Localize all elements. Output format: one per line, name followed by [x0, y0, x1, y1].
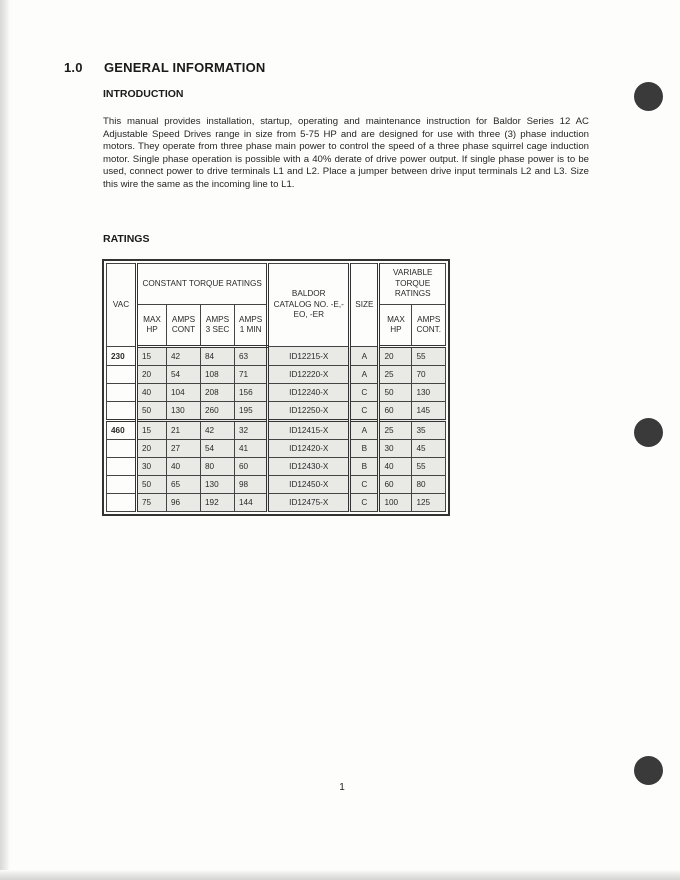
- sec3-cell: 54: [201, 440, 235, 458]
- section-title: [64, 60, 265, 75]
- page-number: 1: [339, 782, 345, 793]
- cont-cell: 54: [167, 366, 201, 384]
- header-ct-amps-1min: AMPS 1 MIN: [235, 305, 268, 347]
- size-cell: B: [350, 440, 379, 458]
- vac-cell: [107, 384, 137, 402]
- header-variable-torque: VARIABLE TORQUE RATINGS: [379, 264, 446, 305]
- vac-cell: [107, 402, 137, 421]
- hp-cell: 20: [137, 440, 167, 458]
- catalog-cell: ID12420-X: [268, 440, 350, 458]
- cont-cell: 96: [167, 494, 201, 512]
- hp-cell: 15: [137, 347, 167, 366]
- section-title-text: GENERAL INFORMATION: [104, 60, 266, 75]
- min1-cell: 60: [235, 458, 268, 476]
- vcont-cell: 35: [412, 421, 446, 440]
- binder-hole-top: [634, 82, 663, 111]
- size-cell: C: [350, 384, 379, 402]
- sec3-cell: 84: [201, 347, 235, 366]
- table-row: [107, 440, 446, 458]
- cont-cell: 104: [167, 384, 201, 402]
- vhp-cell: 40: [379, 458, 412, 476]
- header-ct-max-hp: MAX HP: [137, 305, 167, 347]
- sec3-cell: 80: [201, 458, 235, 476]
- scan-left-edge: [0, 0, 10, 880]
- section-number: 1.0: [64, 60, 83, 75]
- size-cell: C: [350, 494, 379, 512]
- size-cell: B: [350, 458, 379, 476]
- vac-cell: [107, 494, 137, 512]
- header-ct-amps-3sec: AMPS 3 SEC: [201, 305, 235, 347]
- hp-cell: 40: [137, 384, 167, 402]
- table-row: [107, 402, 446, 421]
- header-size: SIZE: [350, 264, 379, 347]
- header-vac: VAC: [107, 264, 137, 347]
- vac-cell: [107, 366, 137, 384]
- min1-cell: 32: [235, 421, 268, 440]
- catalog-cell: ID12250-X: [268, 402, 350, 421]
- cont-cell: 65: [167, 476, 201, 494]
- header-ct-amps-cont: AMPS CONT: [167, 305, 201, 347]
- vhp-cell: 30: [379, 440, 412, 458]
- catalog-cell: ID12475-X: [268, 494, 350, 512]
- min1-cell: 144: [235, 494, 268, 512]
- vac-cell: 460: [107, 421, 137, 440]
- size-cell: C: [350, 476, 379, 494]
- ratings-table-frame: [102, 259, 450, 516]
- header-constant-torque: CONSTANT TORQUE RATINGS: [137, 264, 268, 305]
- hp-cell: 50: [137, 402, 167, 421]
- header-vt-max-hp: MAX HP: [379, 305, 412, 347]
- vhp-cell: 60: [379, 476, 412, 494]
- catalog-cell: ID12415-X: [268, 421, 350, 440]
- catalog-cell: ID12430-X: [268, 458, 350, 476]
- table-row: [107, 421, 446, 440]
- table-row: [107, 458, 446, 476]
- min1-cell: 71: [235, 366, 268, 384]
- vac-cell: [107, 458, 137, 476]
- hp-cell: 50: [137, 476, 167, 494]
- cont-cell: 27: [167, 440, 201, 458]
- table-row: [107, 384, 446, 402]
- sec3-cell: 208: [201, 384, 235, 402]
- catalog-cell: ID12220-X: [268, 366, 350, 384]
- cont-cell: 40: [167, 458, 201, 476]
- hp-cell: 75: [137, 494, 167, 512]
- vcont-cell: 130: [412, 384, 446, 402]
- header-vt-amps-cont: AMPS CONT.: [412, 305, 446, 347]
- min1-cell: 98: [235, 476, 268, 494]
- hp-cell: 30: [137, 458, 167, 476]
- vcont-cell: 70: [412, 366, 446, 384]
- cont-cell: 21: [167, 421, 201, 440]
- header-catalog: BALDOR CATALOG NO. -E,-EO, -ER: [268, 264, 350, 347]
- introduction-heading: INTRODUCTION: [103, 88, 184, 100]
- vcont-cell: 80: [412, 476, 446, 494]
- introduction-paragraph: This manual provides installation, startup, operating and maintenance instruction for Baldor Series 12 AC Adjustable Speed Drives range in size from 5-75 HP and are designed for use with three (3) phase induction motors. They operate from three phase main power to control the speed of a three phase squirrel cage induction motor. Single phase operation is possible with a 40% derate of drive power output. If single phase power is to be used, connect power to drive terminals L1 and L2. Place a jumper between drive input terminals L2 and L3. Size this wire the same as the incoming line to L1.: [103, 116, 589, 190]
- min1-cell: 156: [235, 384, 268, 402]
- table-row: [107, 494, 446, 512]
- binder-hole-bottom: [634, 756, 663, 785]
- vcont-cell: 125: [412, 494, 446, 512]
- vac-cell: 230: [107, 347, 137, 366]
- table-row: [107, 347, 446, 366]
- vcont-cell: 145: [412, 402, 446, 421]
- table-row: [107, 476, 446, 494]
- hp-cell: 20: [137, 366, 167, 384]
- ratings-group-460: [107, 421, 446, 512]
- cont-cell: 130: [167, 402, 201, 421]
- vhp-cell: 100: [379, 494, 412, 512]
- vhp-cell: 25: [379, 366, 412, 384]
- min1-cell: 63: [235, 347, 268, 366]
- sec3-cell: 260: [201, 402, 235, 421]
- sec3-cell: 108: [201, 366, 235, 384]
- vhp-cell: 60: [379, 402, 412, 421]
- size-cell: A: [350, 421, 379, 440]
- vhp-cell: 50: [379, 384, 412, 402]
- vcont-cell: 55: [412, 458, 446, 476]
- min1-cell: 41: [235, 440, 268, 458]
- cont-cell: 42: [167, 347, 201, 366]
- scan-bottom-edge: [0, 870, 680, 880]
- table-row: [107, 366, 446, 384]
- vhp-cell: 20: [379, 347, 412, 366]
- vcont-cell: 45: [412, 440, 446, 458]
- ratings-table: [106, 263, 446, 512]
- vac-cell: [107, 440, 137, 458]
- size-cell: C: [350, 402, 379, 421]
- catalog-cell: ID12450-X: [268, 476, 350, 494]
- sec3-cell: 192: [201, 494, 235, 512]
- ratings-group-230: [107, 347, 446, 421]
- min1-cell: 195: [235, 402, 268, 421]
- catalog-cell: ID12240-X: [268, 384, 350, 402]
- vac-cell: [107, 476, 137, 494]
- hp-cell: 15: [137, 421, 167, 440]
- sec3-cell: 130: [201, 476, 235, 494]
- vcont-cell: 55: [412, 347, 446, 366]
- catalog-cell: ID12215-X: [268, 347, 350, 366]
- size-cell: A: [350, 347, 379, 366]
- vhp-cell: 25: [379, 421, 412, 440]
- size-cell: A: [350, 366, 379, 384]
- sec3-cell: 42: [201, 421, 235, 440]
- ratings-heading: RATINGS: [103, 233, 150, 245]
- binder-hole-middle: [634, 418, 663, 447]
